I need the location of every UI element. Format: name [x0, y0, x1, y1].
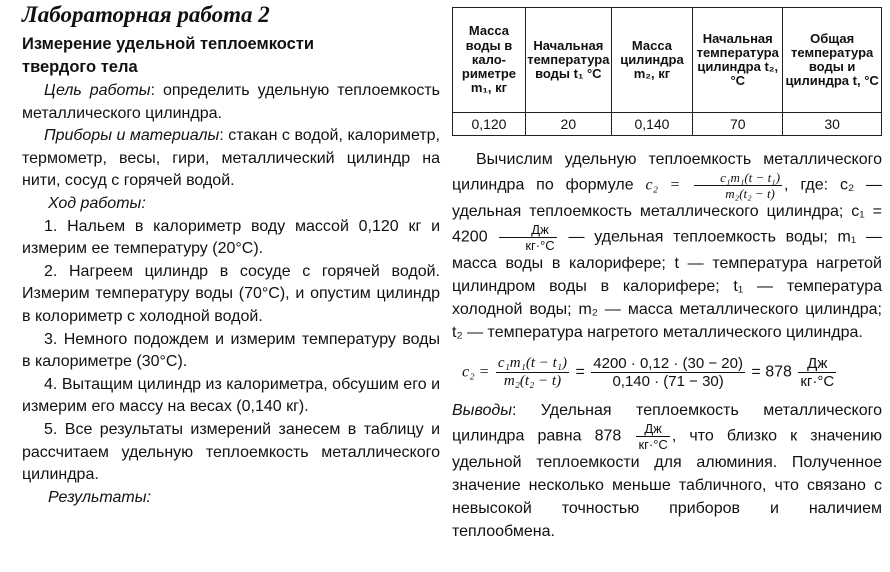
- formula-numerator: c₁m₁(t − t₁): [694, 171, 782, 186]
- formula-lhs: c₂ =: [645, 176, 681, 194]
- unit-numerator: Дж: [499, 223, 556, 238]
- calc-unit-numerator: Дж: [798, 356, 836, 373]
- table-header-row: [453, 8, 882, 113]
- calc-denominator-2: 0,140 · (71 − 30): [612, 373, 724, 390]
- calc-fraction-2: [591, 356, 745, 389]
- calc-unit-denominator: кг·°С: [800, 373, 835, 390]
- tools-label: Приборы и материалы: [44, 127, 220, 145]
- intro-text: Вычислим удельную теплоемкость металлического цилиндра по формуле: [452, 151, 882, 194]
- table-header-cell: Начальная температура воды t₁ °С: [525, 8, 611, 113]
- step-5: 5. Все результаты измерений занесем в таблицу и рассчитаем удельную теплоемкость металлического цилиндра.: [22, 420, 440, 484]
- calc-fraction-1: [496, 356, 569, 389]
- table-header-cell: Масса цилиндра m₂, кг: [611, 8, 693, 113]
- conclusion-paragraph: [452, 399, 882, 543]
- calculation-equation: [462, 356, 882, 389]
- tools-text: : стакан с водой, калориметр, термометр, весы, гири, металлический цилиндр на нити, сосуд с горячей водой.: [22, 127, 440, 190]
- formula-denominator: m₂(t₂ − t): [725, 186, 775, 201]
- table-cell: 20: [525, 113, 611, 136]
- progress-label: Ход работы: [48, 194, 142, 212]
- calc-lhs: c₂ =: [462, 363, 490, 381]
- unit-fraction: [499, 223, 556, 252]
- step-3: 3. Немного подождем и измерим температуру воды в калориметре (30°С).: [22, 330, 440, 371]
- calc-numerator-2: 4200 · 0,12 · (30 − 20): [593, 355, 743, 372]
- conclusion-text-1: : Удельная теплоемкость металлического цилиндра равна 878: [452, 402, 882, 445]
- measurements-table: [452, 7, 882, 136]
- formula-fraction: [694, 171, 782, 200]
- conclusion-unit-denominator: кг·°С: [638, 437, 668, 452]
- table-header-cell: Общая температура воды и цилиндра t, °С: [783, 8, 882, 113]
- goal-text: : определить удельную теплоемкость металлического цилиндра.: [22, 82, 441, 122]
- goal-label: Цель работы: [44, 82, 151, 99]
- step-2: 2. Нагреем цилиндр в сосуде с горячей водой. Измерим температуру воды (70°С), и опустим цилиндр в колориметр с холодной водой.: [22, 262, 440, 325]
- intro-tail: , где:: [784, 176, 829, 194]
- left-column: [22, 0, 440, 509]
- step-4: 4. Вытащим цилиндр из калориметра, обсушим его и измерим его массу на весах (0,140 кг).: [22, 375, 440, 416]
- right-column: [452, 0, 882, 543]
- tools-paragraph: [22, 125, 440, 193]
- calc-intro-paragraph: [452, 148, 882, 344]
- progress-heading: [48, 193, 440, 216]
- calc-denominator-1: m₂(t₂ − t): [503, 373, 562, 389]
- page-title: Лабораторная работа 2: [22, 2, 270, 27]
- table-header-cell: Масса воды в калориметре m₁, кг: [453, 8, 526, 113]
- subtitle-line-1: Измерение удельной теплоемкости: [22, 35, 315, 53]
- conclusion-unit-fraction: [636, 422, 669, 451]
- progress-colon: :: [141, 194, 146, 212]
- table-header-cell: Начальная температура цилиндра t₂, °С: [693, 8, 783, 113]
- calc-numerator-1: c₁m₁(t − t₁): [497, 355, 568, 371]
- table-cell: 0,120: [453, 113, 526, 136]
- results-label: Результаты: [48, 488, 147, 506]
- step-1: 1. Нальем в калориметр воду массой 0,120 кг и измерим ее температуру (20°С).: [22, 217, 440, 258]
- definition-text-1: c₂ — удельная теплоемкость металлического цилиндра; c₁ = 4200: [452, 176, 882, 246]
- goal-paragraph: [22, 80, 440, 125]
- results-heading: [48, 487, 440, 510]
- conclusion-unit-numerator: Дж: [636, 422, 669, 437]
- calc-unit-fraction: [798, 356, 836, 389]
- table-row: [453, 113, 882, 136]
- results-colon: :: [146, 488, 151, 506]
- calc-equals: =: [575, 363, 585, 381]
- conclusion-text-2: , что близко к значению удельной теплоемкости для алюминия. Полученное значение несколько меньше табличного, что связано с невысокой точностью приборов и наличием теплообмена.: [452, 427, 882, 540]
- subtitle-line-2: твердого тела: [22, 58, 138, 76]
- definition-text-2: — удельная теплоемкость воды; m₁ — масса воды в калорифере; t — температура нагретой цилиндром воды в калорифере; t₁ — температура холодной воды; m₂ — масса металлического цилиндра; t₂ — температура нагретого металлического цилиндра.: [452, 228, 883, 341]
- unit-denominator: кг·°С: [525, 238, 555, 253]
- calc-result: = 878: [751, 363, 792, 381]
- conclusion-label: Выводы: [452, 402, 512, 419]
- table-cell: 30: [783, 113, 882, 136]
- table-cell: 0,140: [611, 113, 693, 136]
- table-cell: 70: [693, 113, 783, 136]
